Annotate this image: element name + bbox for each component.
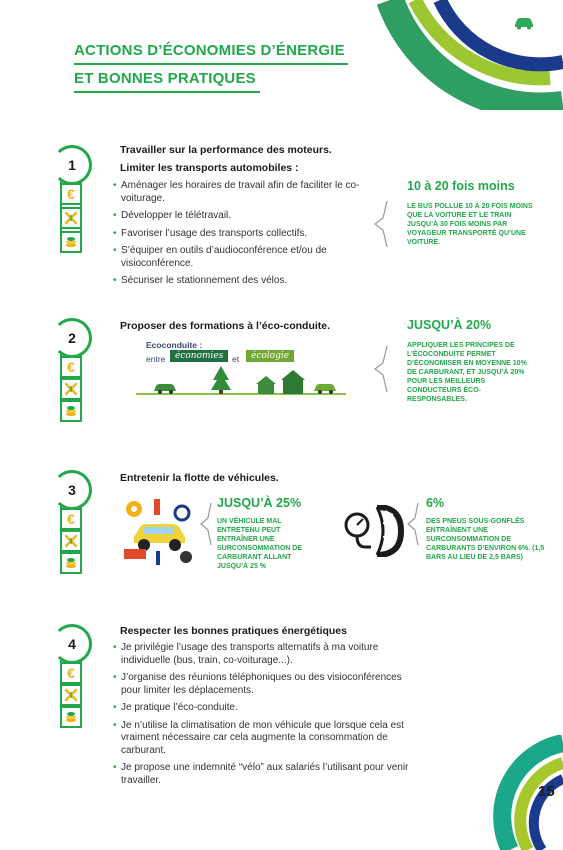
- title-rule-2: [74, 91, 260, 93]
- car-maintenance-illustration: [120, 495, 198, 567]
- step-number: 4: [68, 636, 76, 652]
- ecoconduite-illustration: [136, 338, 346, 400]
- coins-icon: [60, 231, 82, 253]
- car-icon: [513, 16, 535, 30]
- tools-icon: [60, 530, 82, 552]
- section-3-stat-a-title: JUSQU’À 25%: [217, 496, 302, 510]
- page-number: 15: [538, 783, 555, 800]
- tire-icon: [371, 505, 405, 557]
- list-item: • Je privilégie l’usage des transports alternatifs à ma voiture individuelle (bus, train, co-voiturage...).: [113, 642, 418, 667]
- car-icon: [154, 384, 176, 394]
- list-item: • J’organise des réunions téléphoniques ou des visioconférences pour limiter les déplacements.: [113, 672, 418, 697]
- list-item: • Je propose une indemnité “vélo” aux salariés l’utilisant pour venir travailler.: [113, 762, 418, 787]
- section-3-heading: Entretenir la flotte de véhicules.: [120, 472, 279, 484]
- euro-icon: €: [60, 183, 82, 205]
- page-title-line-2: ET BONNES PRATIQUES: [74, 70, 256, 87]
- step-number: 1: [68, 157, 76, 173]
- bracket-divider: [373, 200, 389, 248]
- illustration-caption: Ecoconduite :: [146, 340, 203, 350]
- bracket-divider: [199, 502, 213, 546]
- section-2-heading: Proposer des formations à l’éco-conduite.: [120, 320, 331, 332]
- tools-icon: [60, 207, 82, 229]
- illustration-entre: entre: [146, 354, 166, 364]
- step-badge-1: [52, 145, 94, 249]
- step-number: 3: [68, 482, 76, 498]
- euro-icon: €: [60, 508, 82, 530]
- tools-icon: [60, 684, 82, 706]
- section-3-stat-b-title: 6%: [426, 496, 445, 510]
- step-number: 2: [68, 330, 76, 346]
- step-badge-4: [52, 624, 94, 727]
- list-item: • Aménager les horaires de travail afin de faciliter le co-voiturage.: [113, 180, 368, 205]
- list-item: • Favoriser l’usage des transports collectifs.: [113, 228, 368, 241]
- euro-icon: €: [60, 356, 82, 378]
- section-1-bullet-list: [113, 180, 368, 293]
- step-badge-3: [52, 470, 94, 573]
- illustration-word-economies: économies: [170, 350, 228, 362]
- tree-icon: [211, 366, 231, 394]
- list-item: • Sécuriser le stationnement des vélos.: [113, 275, 368, 288]
- section-1-heading-2: Limiter les transports automobiles :: [120, 162, 299, 174]
- house-icon: [256, 370, 305, 394]
- section-1-stat-text: LE BUS POLLUE 10 À 20 FOIS MOINS QUE LA VOITURE ET LE TRAIN JUSQU’À 30 FOIS MOINS PAR VOYAGEUR TRANSPORTÉ QU’UNE VOITURE.: [407, 203, 533, 246]
- section-2-stat-title: JUSQU’À 20%: [407, 318, 492, 332]
- section-2-stat-text: APPLIQUER LES PRINCIPES DE L’ÉCOCONDUITE PERMET D’ÉCONOMISER EN MOYENNE 10% DE CARBURANT, ET JUSQU’À 20% POUR LES MEILLEURS CONDUCTEURS ÉCO-RESPONSABLES.: [407, 342, 527, 403]
- section-1-stat-title: 10 à 20 fois moins: [407, 179, 515, 193]
- tools-icon: [60, 378, 82, 400]
- step-badge-2: [52, 318, 94, 420]
- car-icon: [314, 384, 336, 394]
- list-item: • Développer le télétravail.: [113, 210, 368, 223]
- title-rule-1: [74, 63, 348, 65]
- list-item: • S’équiper en outils d’audioconférence et/ou de visioconférence.: [113, 245, 368, 270]
- euro-icon: €: [60, 662, 82, 684]
- section-3-stat-b-text: DES PNEUS SOUS-GONFLÉS ENTRAÎNENT UNE SURCONSOMMATION DE CARBURANTS D’ENVIRON 6%. (1,5 BARS AU LIEU DE 2,5 BARS): [426, 518, 545, 561]
- section-4-bullet-list: [113, 642, 418, 792]
- list-item: • Je pratique l’éco-conduite.: [113, 702, 418, 715]
- section-1-heading-1: Travailler sur la performance des moteurs.: [120, 144, 332, 156]
- page-title-line-1: ACTIONS D’ÉCONOMIES D’ÉNERGIE: [74, 42, 345, 59]
- list-item: • Je n’utilise la climatisation de mon véhicule que lorsque cela est vraiment nécessaire car cela augmente la consommation de carburant.: [113, 720, 418, 758]
- coins-icon: [60, 400, 82, 422]
- section-3-stat-a-text: UN VÉHICULE MAL ENTRETENU PEUT ENTRAÎNER UNE SURCONSOMMATION DE CARBURANT ALLANT JUSQU’À 25 %: [217, 518, 303, 570]
- illustration-word-ecologie: écologie: [246, 350, 294, 362]
- bracket-divider: [373, 345, 389, 393]
- section-4-heading: Respecter les bonnes pratiques énergétiques: [120, 625, 347, 637]
- bracket-divider: [406, 502, 420, 546]
- coins-icon: [60, 552, 82, 574]
- gauge-icon: [343, 511, 373, 553]
- coins-icon: [60, 706, 82, 728]
- illustration-et: et: [232, 354, 240, 364]
